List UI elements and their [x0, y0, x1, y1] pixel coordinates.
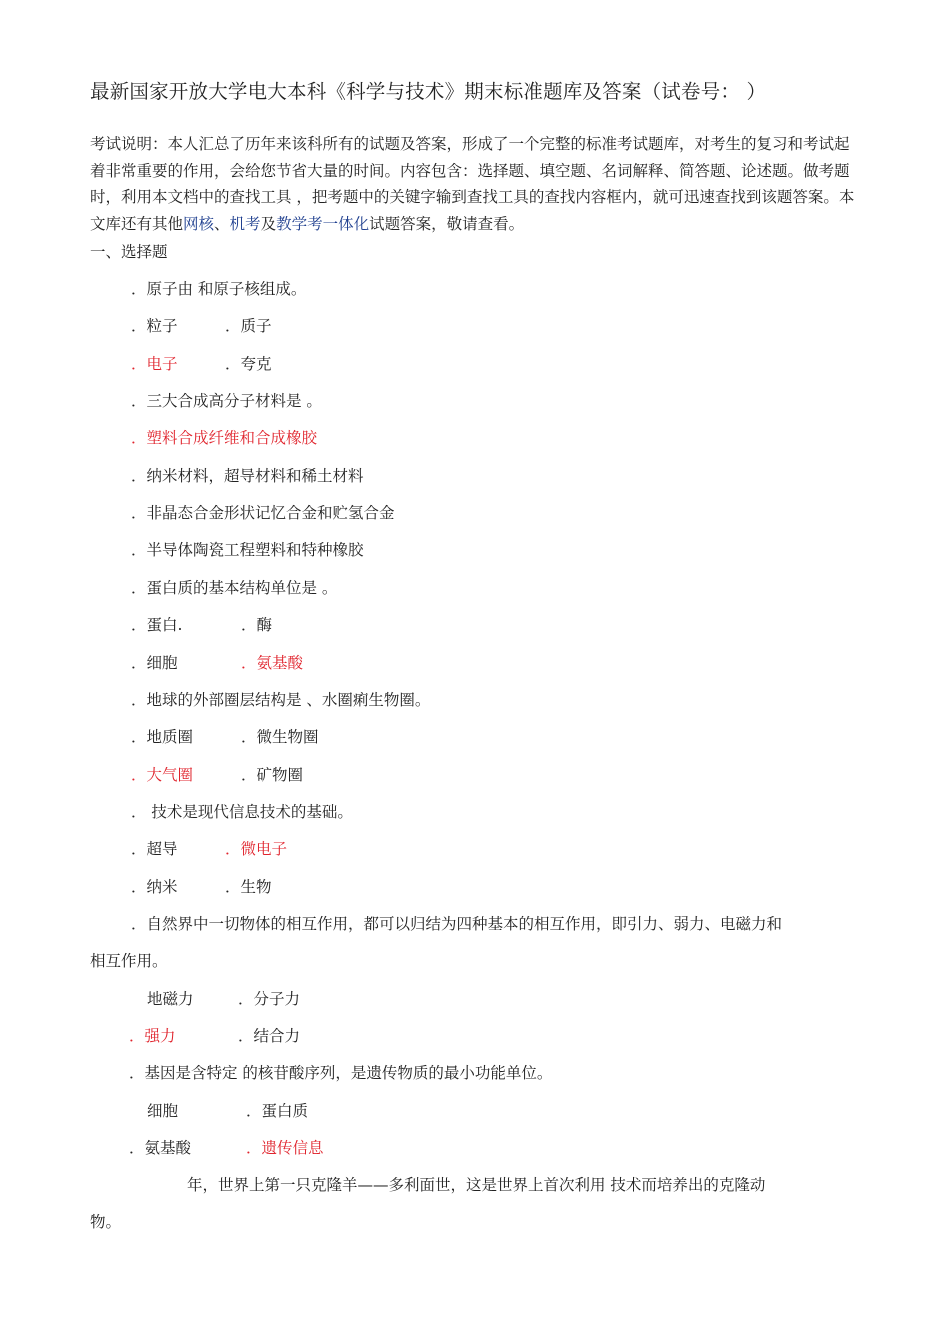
q5-option-b-answer: ．微电子 — [225, 840, 288, 858]
q7-option-a: 细胞 — [147, 1102, 179, 1120]
q6-option-c-answer: ．强力 — [129, 1027, 176, 1045]
question-5-stem: ． 技术是现代信息技术的基础。 — [131, 803, 353, 821]
q3-option-c: ．细胞 — [131, 654, 178, 672]
q1-option-c-answer: ．电子 — [131, 355, 178, 373]
question-6-stem: ．自然界中一切物体的相互作用，都可以归结为四种基本的相互作用，即引力、弱力、电磁力和 — [131, 915, 783, 933]
q4-option-b: ．微生物圈 — [241, 728, 319, 746]
question-8-stem: 年，世界上第一只克隆羊——多利面世，这是世界上首次利用 技术而培养出的克隆动 — [187, 1176, 766, 1194]
q6-option-b: ．分子力 — [238, 990, 301, 1008]
q5-option-c: ．纳米 — [131, 878, 178, 896]
q2-option-d: ．半导体陶瓷工程塑料和特种橡胶 — [131, 541, 364, 559]
q4-option-c-answer: ．大气圈 — [131, 766, 194, 784]
q2-option-b: ．纳米材料，超导材料和稀土材料 — [131, 467, 364, 485]
q1-option-d: ．夸克 — [225, 355, 272, 373]
q4-option-a: ．地质圈 — [131, 728, 194, 746]
q3-option-a: ．蛋白. — [131, 616, 183, 634]
q5-option-a: ．超导 — [131, 840, 178, 858]
question-8-stem-cont: 物。 — [90, 1213, 122, 1231]
q3-option-d-answer: ．氨基酸 — [241, 654, 304, 672]
q1-option-b: ．质子 — [225, 317, 272, 335]
question-6-stem-cont: 相互作用。 — [90, 952, 168, 970]
q4-option-d: ．矿物圈 — [241, 766, 304, 784]
q7-option-b: ．蛋白质 — [246, 1102, 309, 1120]
instructions-text-end: 试题答案，敬请查看。 — [369, 214, 525, 233]
q7-option-c: ．氨基酸 — [129, 1139, 192, 1157]
exam-instructions — [90, 131, 862, 237]
question-4-stem: ．地球的外部圈层结构是 、水圈痢生物圈。 — [131, 691, 431, 709]
question-7-stem: ．基因是含特定 的核苷酸序列，是遗传物质的最小功能单位。 — [129, 1064, 553, 1082]
link-jikao[interactable]: 机考 — [229, 214, 261, 233]
question-3-stem: ．蛋白质的基本结构单位是 。 — [131, 579, 338, 597]
q6-option-a: 地磁力 — [147, 990, 194, 1008]
q2-option-c: ．非晶态合金形状记忆合金和贮氢合金 — [131, 504, 395, 522]
link-wanghe[interactable]: 网核 — [183, 214, 215, 233]
q5-option-d: ．生物 — [225, 878, 272, 896]
document-title: 最新国家开放大学电大本科《科学与技术》期末标准题库及答案（试卷号： ） — [90, 80, 767, 103]
q1-option-a: ．粒子 — [131, 317, 178, 335]
instructions-text: 考试说明：本人汇总了历年来该科所有的试题及答案，形成了一个完整的标准考试题库，对考生的复习和考试起着非常重要的作用，会给您节省大量的时间。内容包含：选择题、填空题、名词解释、简答题、论述题。做考题时，利用本文档中的查找工具 ，把考题中的关键字输到查找工具的查找内容框内，就可迅速查找到该题答案。本文库还有其他 — [90, 135, 855, 233]
q6-option-d: ．结合力 — [238, 1027, 301, 1045]
link-jiaoxuekao[interactable]: 教学考一体化 — [276, 214, 370, 233]
separator: 及 — [260, 214, 277, 233]
question-1-stem: ．原子由 和原子核组成。 — [131, 280, 307, 298]
q3-option-b: ．酶 — [241, 616, 273, 634]
separator: 、 — [214, 214, 230, 233]
q2-option-a-answer: ．塑料合成纤维和合成橡胶 — [131, 429, 318, 447]
q7-option-d-answer: ．遗传信息 — [246, 1139, 324, 1157]
section-heading-choice: 一、选择题 — [90, 243, 168, 261]
question-2-stem: ．三大合成高分子材料是 。 — [131, 392, 322, 410]
